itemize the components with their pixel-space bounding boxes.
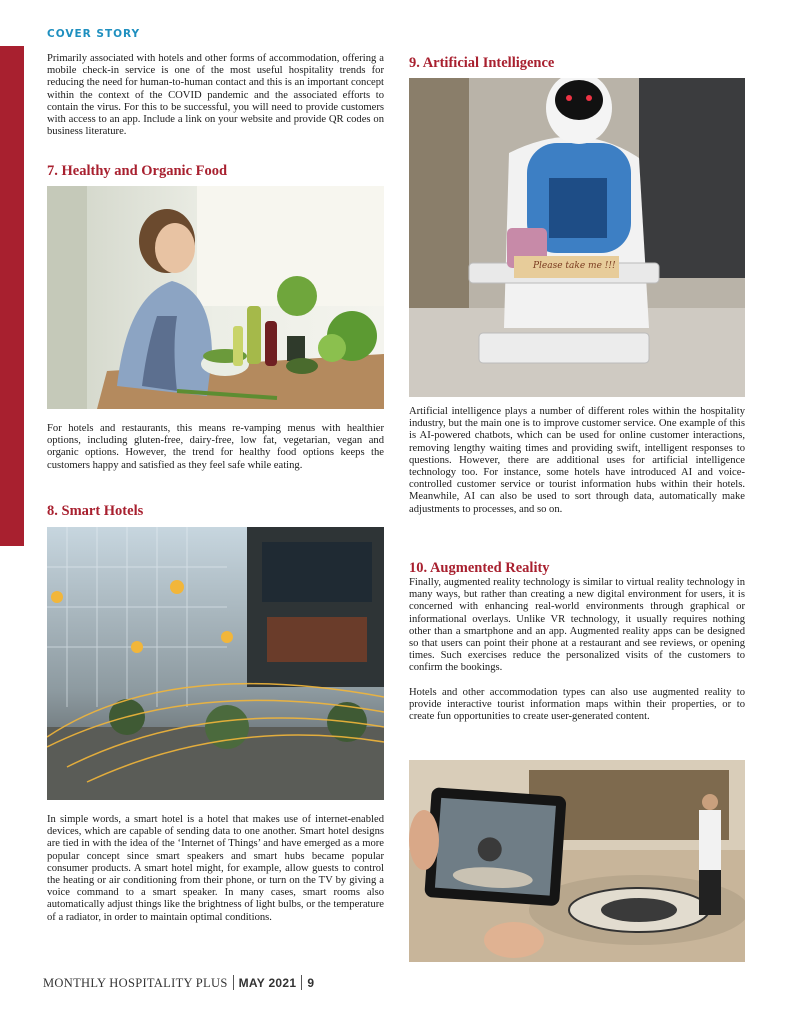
section-8-text-block xyxy=(47,814,384,924)
intro-text-block xyxy=(47,53,384,138)
section-10-heading: 10. Augmented Reality xyxy=(409,560,550,576)
section-10-paragraph-1: Finally, augmented reality technology is similar to virtual reality technology in many ways, but rather than creating a new digital environment for users, it is concerned with enhancing real-world environments through graphical or informational overlays. Unlike VR technology, it usually requires nothing other than a smartphone and an app. Augmented reality apps can be designed so that users can point their phone at a restaurant and see reviews, or opening times. Such exercises reduce the personalized visits of the customers to confirm the bookings. xyxy=(409,577,745,674)
ai-robot-photo xyxy=(409,78,745,397)
section-10-paragraph-2: Hotels and other accommodation types can also use augmented reality to provide interactive tourist information maps within their properties, or to create fun opportunities to create user-generated content. xyxy=(409,686,745,723)
section-7-heading: 7. Healthy and Organic Food xyxy=(47,163,228,179)
section-9-heading-block xyxy=(409,55,745,72)
footer-date: MAY 2021 xyxy=(238,976,297,990)
intro-paragraph: Primarily associated with hotels and other forms of accommodation, offering a mobile check-in service is one of the most useful hospitality trends for reducing the need for human-to-human contact and this is an important concept within the context of the COVID pandemic and the associated efforts to contain the virus. For this to be successful, you will need to provide customers with access to an app. Include a link on your website and provide QR codes on business literature. xyxy=(47,53,384,138)
section-7-paragraph: For hotels and restaurants, this means re-vamping menus with healthier options, including gluten-free, dairy-free, low fat, vegetarian, vegan and organic options. However, the trend for healthy food options keeps the customers happy and satisfied as they feel safe while eating. xyxy=(47,423,384,471)
footer-divider xyxy=(301,975,302,990)
section-7-heading-block xyxy=(47,163,384,180)
smart-hotel-photo xyxy=(47,527,384,800)
healthy-food-photo xyxy=(47,186,384,409)
section-8-paragraph: In simple words, a smart hotel is a hotel that makes use of internet-enabled devices, which are capable of sending data to one another. Smart hotel designs are tied in with the idea of the ‘Internet of Things’ and have emerged as a more popular concept since smart speakers and smart hubs became popular consumer products. A smart hotel might, for example, allow guests to control the heating or air conditioning from their phone, or turn on the TV by giving a voice command to a smart speaker. In many cases, smart rooms also automatically adjust things like the brightness of light bulbs, or the temperature of a radiator, in order to maintain optimal conditions. xyxy=(47,814,384,923)
section-rubric: COVER STORY xyxy=(47,28,141,40)
section-9-paragraph: Artificial intelligence plays a number of different roles within the hospitality industry, but the main one is to improve customer service. One example of this is AI-powered chatbots, which can be used for online customer interactions, removing lengthy waiting times and providing swift, intelligent responses to questions. However, there are additional uses for artificial intelligence technology too. For instance, some hotels have introduced AI and voice-controlled customer service or tourist information hubs within their hotels. Meanwhile, AI can also be used to sort through data, automatically make adjustments to processes, and so on. xyxy=(409,406,745,515)
section-7-text-block xyxy=(47,423,384,472)
section-8-heading: 8. Smart Hotels xyxy=(47,503,144,519)
page-number: 9 xyxy=(307,976,315,990)
page-footer xyxy=(43,975,314,991)
footer-publication: MONTHLY HOSPITALITY PLUS xyxy=(43,976,228,990)
footer-divider xyxy=(233,975,234,990)
section-8-heading-block xyxy=(47,503,384,520)
section-9-text-block xyxy=(409,406,745,516)
side-accent-bar xyxy=(0,46,24,546)
section-10-heading-block xyxy=(409,560,745,577)
section-10-text-block xyxy=(409,577,745,723)
robot-placard-text: Please take me !!! xyxy=(533,261,616,271)
section-9-heading: 9. Artificial Intelligence xyxy=(409,55,555,71)
augmented-reality-photo xyxy=(409,760,745,962)
